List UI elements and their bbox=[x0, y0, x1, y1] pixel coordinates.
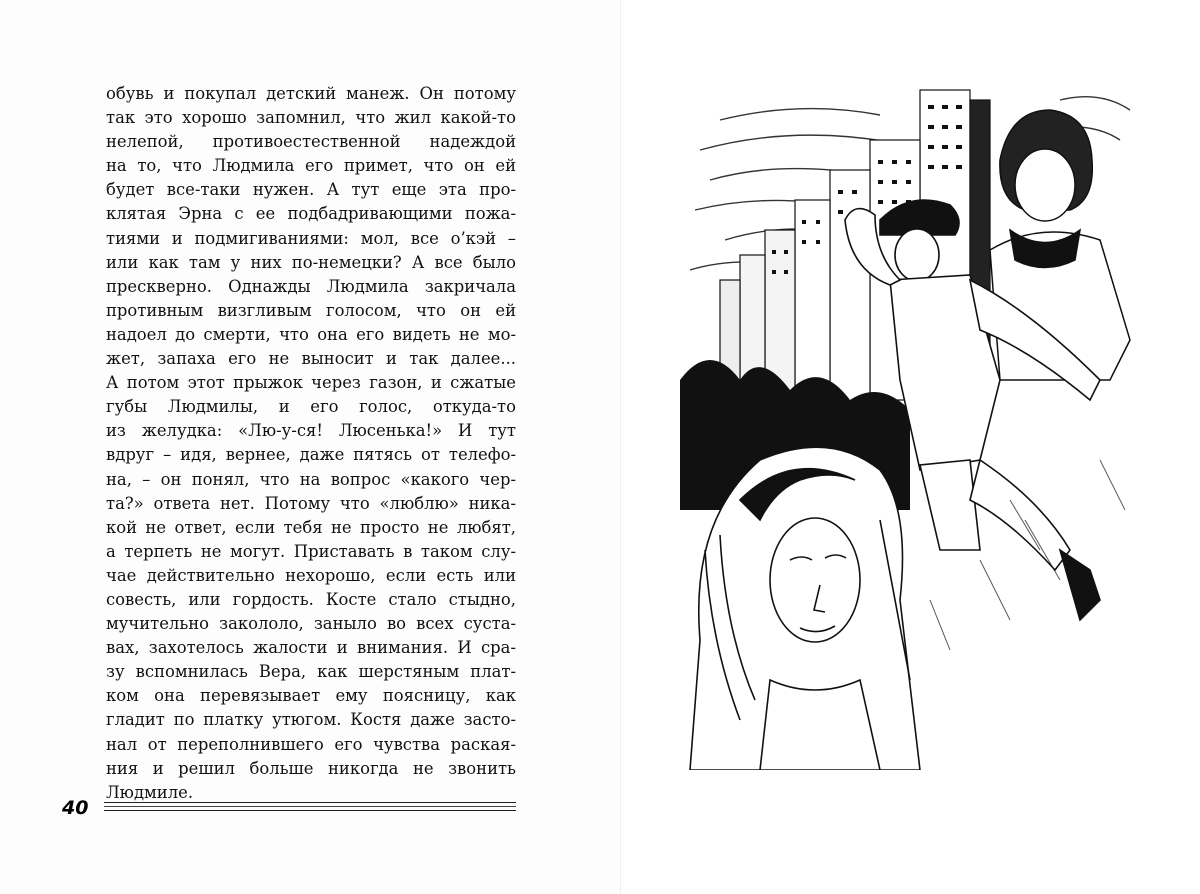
text-line: мучительно закололо, заныло во всех суста- bbox=[106, 614, 516, 634]
text-line: тиями и подмигиваниями: мол, все о’кэй – bbox=[106, 228, 516, 248]
text-line: зу вспомнилась Вера, как шерстяным плат- bbox=[106, 662, 516, 682]
text-line: на то, что Людмила его примет, что он ей bbox=[106, 156, 516, 176]
text-line: нал от переполнившего его чувства раская- bbox=[106, 734, 516, 754]
text-line: чае действительно нехорошо, если есть или bbox=[106, 565, 516, 585]
text-line: Людмиле. bbox=[106, 782, 194, 802]
text-line: а терпеть не могут. Приставать в таком слу- bbox=[106, 541, 516, 561]
text-line: губы Людмилы, и его голос, откуда-то bbox=[106, 397, 516, 417]
body-text bbox=[106, 82, 516, 805]
text-line: будет все-таки нужен. А тут еще эта про- bbox=[106, 180, 516, 200]
text-line: та?» ответа нет. Потому что «люблю» ника- bbox=[106, 493, 516, 513]
text-line: вдруг – идя, вернее, даже пятясь от телефо- bbox=[106, 445, 516, 465]
text-line: гладит по платку утюгом. Костя даже засто- bbox=[106, 710, 516, 730]
text-line: кой не ответ, если тебя не просто не любят, bbox=[106, 517, 516, 537]
text-line: из желудка: «Лю-у-ся! Люсенька!» И тут bbox=[106, 421, 516, 441]
text-line: на, – он понял, что на вопрос «какого чер- bbox=[106, 469, 516, 489]
text-line: жет, запаха его не выносит и так далее... bbox=[106, 349, 516, 369]
footer-rule bbox=[104, 802, 516, 811]
text-line: надоел до смерти, что она его видеть не мо- bbox=[106, 324, 516, 344]
page-number: 40 bbox=[62, 797, 89, 819]
text-line: так это хорошо запомнил, что жил какой-то bbox=[106, 108, 516, 128]
text-line: клятая Эрна с ее подбадривающими пожа- bbox=[106, 204, 516, 224]
text-line: прескверно. Однажды Людмила закричала bbox=[106, 276, 516, 296]
text-line: обувь и покупал детский манеж. Он потому bbox=[106, 84, 516, 103]
ink-illustration bbox=[680, 80, 1150, 770]
text-line: или как там у них по-немецки? А все было bbox=[106, 252, 516, 272]
text-line: вах, захотелось жалости и внимания. И сра- bbox=[106, 638, 516, 658]
text-line: противным визгливым голосом, что он ей bbox=[106, 300, 516, 320]
text-line: А потом этот прыжок через газон, и сжатые bbox=[106, 373, 516, 393]
text-line: ком она перевязывает ему поясницу, как bbox=[106, 686, 516, 706]
text-line: совесть, или гордость. Косте стало стыдно, bbox=[106, 589, 516, 609]
text-line: нелепой, противоестественной надеждой bbox=[106, 132, 516, 152]
text-line: ния и решил больше никогда не звонить bbox=[106, 758, 516, 778]
